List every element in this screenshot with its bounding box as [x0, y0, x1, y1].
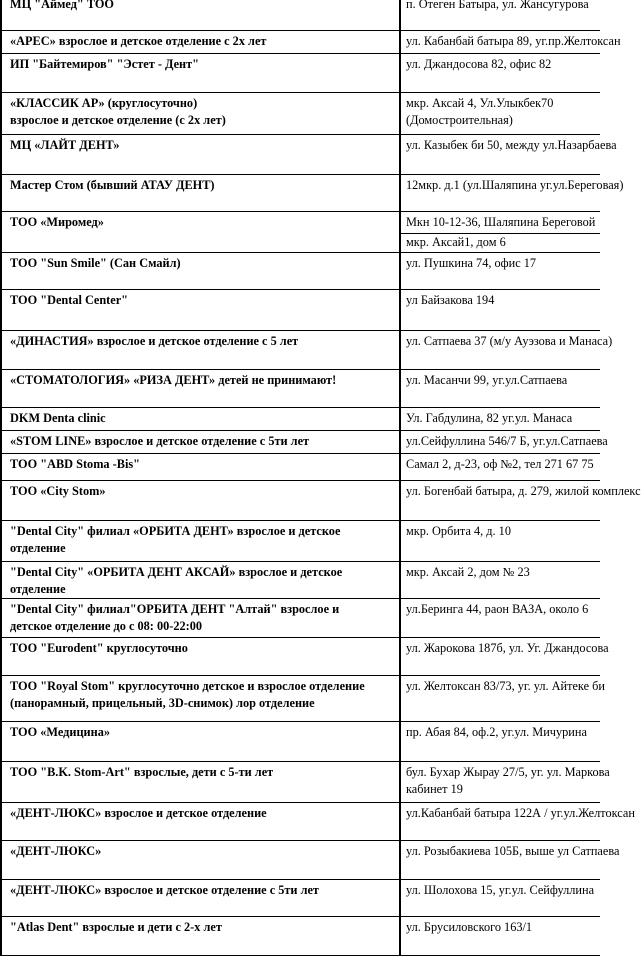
table-row	[0, 562, 600, 599]
clinic-address-line: мкр. Орбита 4, д. 10	[406, 524, 511, 538]
table-row	[0, 31, 621, 54]
clinic-name-cell	[0, 31, 401, 53]
clinic-name-line: МЦ "Аймед" ТОО	[10, 0, 115, 11]
table-row	[0, 599, 600, 638]
table-row	[0, 880, 600, 917]
clinic-address-line: кабинет 19	[406, 782, 463, 796]
clinic-name-line: «ДЕНТ-ЛЮКС» взрослое и детское отделение	[10, 806, 267, 820]
clinic-name-line: ТОО "ABD Stoma -Bis"	[10, 457, 140, 471]
clinic-address-line: ул. Сатпаева 37 (м/у Ауэзова и Манаса)	[406, 334, 613, 348]
clinic-name-line: детское отделение до с 08: 00-22:00	[10, 619, 203, 633]
clinic-name-cell	[0, 676, 401, 721]
clinic-name-line: ТОО «Медицина»	[10, 725, 110, 739]
clinic-address-cell	[401, 841, 620, 879]
clinic-address-cell	[401, 212, 600, 252]
clinic-address-line: ул Байзакова 194	[406, 293, 495, 307]
clinic-address-line: ул. Богенбай батыра, д. 279, жилой комплекс	[406, 484, 641, 498]
clinic-address-line: пр. Абая 84, оф.2, уг.ул. Мичурина	[406, 725, 587, 739]
clinic-name-line: взрослое и детское отделение (с 2х лет)	[10, 113, 226, 127]
clinic-name-line: "Dental City" филиал «ОРБИТА ДЕНТ» взрослое и детское	[10, 524, 341, 538]
table-row	[0, 408, 600, 431]
table-row	[0, 431, 608, 454]
clinic-address-line: ул. Масанчи 99, уг.ул.Сатпаева	[406, 373, 568, 387]
clinic-address-cell	[401, 562, 600, 598]
clinic-address-line: ул. Жарокова 187б, ул. Уг. Джандосова	[406, 641, 609, 655]
clinic-name-line: «СТОМАТОЛОГИЯ» «РИЗА ДЕНТ» детей не принимают!	[10, 373, 337, 387]
clinic-name-line: ТОО "Dental Center"	[10, 293, 128, 307]
table-row	[0, 212, 600, 253]
table-row	[0, 803, 635, 841]
clinic-name-cell	[0, 175, 401, 211]
clinic-name-cell	[0, 481, 401, 520]
clinic-address-cell	[401, 481, 641, 520]
table-row	[0, 762, 610, 803]
clinic-name-line: "Dental City" «ОРБИТА ДЕНТ АКСАЙ» взрослое и детское	[10, 565, 343, 579]
clinic-name-cell	[0, 638, 401, 675]
clinic-address-cell	[401, 408, 600, 430]
clinic-name-line: ТОО "Eurodent" круглосуточно	[10, 641, 188, 655]
clinic-address-line: бул. Бухар Жырау 27/5, уг. ул. Маркова	[406, 765, 610, 779]
clinic-address-extra: мкр. Аксай1, дом 6	[401, 233, 600, 251]
clinic-name-cell	[0, 803, 401, 840]
clinic-name-line: ТОО «City Stom»	[10, 484, 106, 498]
clinic-name-line: отделение	[10, 582, 66, 596]
clinic-address-line: ул. Джандосова 82, офис 82	[406, 57, 552, 71]
table-row	[0, 638, 609, 676]
table-row	[0, 331, 613, 370]
clinic-address-cell	[401, 454, 600, 480]
clinic-name-line: (панорамный, прицельный, 3D-снимок) лор отделение	[10, 696, 315, 710]
clinic-address-cell	[401, 599, 600, 637]
table-row	[0, 135, 617, 175]
clinic-name-line: "Dental City" филиал"ОРБИТА ДЕНТ "Алтай" взрослое и	[10, 602, 340, 616]
clinic-address-cell	[401, 135, 617, 174]
clinic-address-cell	[401, 54, 600, 92]
clinic-address-line: 12мкр. д.1 (ул.Шаляпина уг.ул.Береговая)	[406, 178, 624, 192]
table-row	[0, 454, 600, 481]
clinic-name-cell	[0, 841, 401, 879]
clinic-address-line: ул.Кабанбай батыра 122А / уг.ул.Желтоксан	[406, 806, 635, 820]
clinic-name-cell	[0, 722, 401, 761]
clinic-address-cell	[401, 253, 600, 289]
clinic-address-cell	[401, 521, 600, 561]
clinic-name-cell	[0, 408, 401, 430]
clinic-name-line: DKM Denta clinic	[10, 411, 106, 425]
clinic-address-cell	[401, 370, 600, 407]
clinic-name-line: «STOM LINE» взрослое и детское отделение с 5ти лет	[10, 434, 310, 448]
clinic-name-cell	[0, 0, 401, 30]
clinic-name-cell	[0, 370, 401, 407]
clinic-address-line: ул. Казыбек би 50, между ул.Назарбаева	[406, 138, 617, 152]
table-row	[0, 521, 600, 562]
clinic-name-cell	[0, 917, 401, 955]
clinic-name-cell	[0, 880, 401, 916]
clinic-name-line: «ДИНАСТИЯ» взрослое и детское отделение с 5 лет	[10, 334, 299, 348]
clinic-name-line: ТОО «Миромед»	[10, 215, 104, 229]
clinic-address-line: Мкн 10-12-36, Шаляпина Береговой	[406, 215, 596, 229]
table-row	[0, 290, 600, 331]
clinic-name-line: ТОО "Sun Smile" (Сан Смайл)	[10, 256, 181, 270]
clinic-address-cell	[401, 803, 635, 840]
clinic-address-cell	[401, 431, 608, 453]
clinic-address-line: (Домостроительная)	[406, 113, 513, 127]
clinic-address-line: мкр. Аксай 2, дом № 23	[406, 565, 530, 579]
clinic-name-line: "Atlas Dent" взрослые и дети с 2-х лет	[10, 920, 222, 934]
clinic-address-cell	[401, 638, 609, 675]
clinic-name-line: ТОО "Royal Stom" круглосуточно детское и взрослое отделение	[10, 679, 365, 693]
clinic-address-cell	[401, 917, 600, 955]
clinic-name-cell	[0, 135, 401, 174]
clinic-address-line: мкр. Аксай 4, Ул.Улыкбек70	[406, 96, 554, 110]
clinic-name-cell	[0, 54, 401, 92]
clinic-name-cell	[0, 431, 401, 453]
table-row	[0, 93, 600, 135]
clinic-name-cell	[0, 599, 401, 637]
clinic-address-line: ул. Кабанбай батыра 89, уг.пр.Желтоксан	[406, 34, 621, 48]
clinic-address-cell	[401, 762, 610, 802]
table-row	[0, 841, 620, 880]
clinic-address-line: ул. Желтоксан 83/73, уг. ул. Айтеке би	[406, 679, 605, 693]
table-row	[0, 253, 600, 290]
clinic-address-cell	[401, 880, 600, 916]
clinic-address-line: Самал 2, д-23, оф №2, тел 271 67 75	[406, 457, 594, 471]
clinic-address-cell	[401, 676, 605, 721]
clinic-address-cell	[401, 31, 621, 53]
clinic-address-line: ул. Шолохова 15, уг.ул. Сейфуллина	[406, 883, 595, 897]
table-row	[0, 0, 600, 31]
clinic-address-cell	[401, 722, 600, 761]
clinic-address-line: п. Отеген Батыра, ул. Жансугурова	[406, 0, 589, 11]
clinic-address-cell	[401, 0, 600, 30]
clinic-name-line: ТОО "B.K. Stom-Art" взрослые, дети с 5-ти лет	[10, 765, 274, 779]
clinic-address-line: ул.Сейфуллина 546/7 Б, уг.ул.Сатпаева	[406, 434, 608, 448]
clinic-address-line: ул.Беринга 44, раон ВАЗА, около 6	[406, 602, 589, 616]
clinic-name-line: «ДЕНТ-ЛЮКС» взрослое и детское отделение с 5ти лет	[10, 883, 319, 897]
clinic-name-line: отделение	[10, 541, 66, 555]
clinic-address-line: Ул. Габдулина, 82 уг.ул. Манаса	[406, 411, 573, 425]
clinic-name-cell	[0, 290, 401, 330]
clinic-name-line: «КЛАССИК АР» (круглосуточно)	[10, 96, 198, 110]
clinic-address-cell	[401, 175, 624, 211]
clinic-name-cell	[0, 762, 401, 802]
table-row	[0, 370, 600, 408]
clinic-name-cell	[0, 562, 401, 598]
clinic-address-cell	[401, 331, 613, 369]
clinic-name-line: ИП "Байтемиров" "Эстет - Дент"	[10, 57, 200, 71]
clinic-name-cell	[0, 212, 401, 252]
table-row	[0, 722, 600, 762]
table-row	[0, 676, 605, 722]
table-row	[0, 917, 600, 956]
clinic-name-line: «ДЕНТ-ЛЮКС»	[10, 844, 102, 858]
clinic-name-cell	[0, 331, 401, 369]
clinic-name-cell	[0, 454, 401, 480]
table-row	[0, 175, 624, 212]
clinic-address-line: ул. Розыбакиева 105Б, выше ул Сатпаева	[406, 844, 620, 858]
clinic-name-cell	[0, 93, 401, 134]
clinic-name-line: «АРЕС» взрослое и детское отделение с 2х лет	[10, 34, 267, 48]
clinic-address-cell	[401, 290, 600, 330]
table-row	[0, 481, 641, 521]
clinic-name-cell	[0, 521, 401, 561]
clinic-name-cell	[0, 253, 401, 289]
clinic-address-cell	[401, 93, 600, 134]
clinic-name-line: МЦ «ЛАЙТ ДЕНТ»	[10, 138, 120, 152]
clinic-address-line: ул. Брусиловского 163/1	[406, 920, 533, 934]
clinic-name-line: Мастер Стом (бывший АТАУ ДЕНТ)	[10, 178, 215, 192]
table-row	[0, 54, 600, 93]
clinic-address-line: ул. Пушкина 74, офис 17	[406, 256, 537, 270]
